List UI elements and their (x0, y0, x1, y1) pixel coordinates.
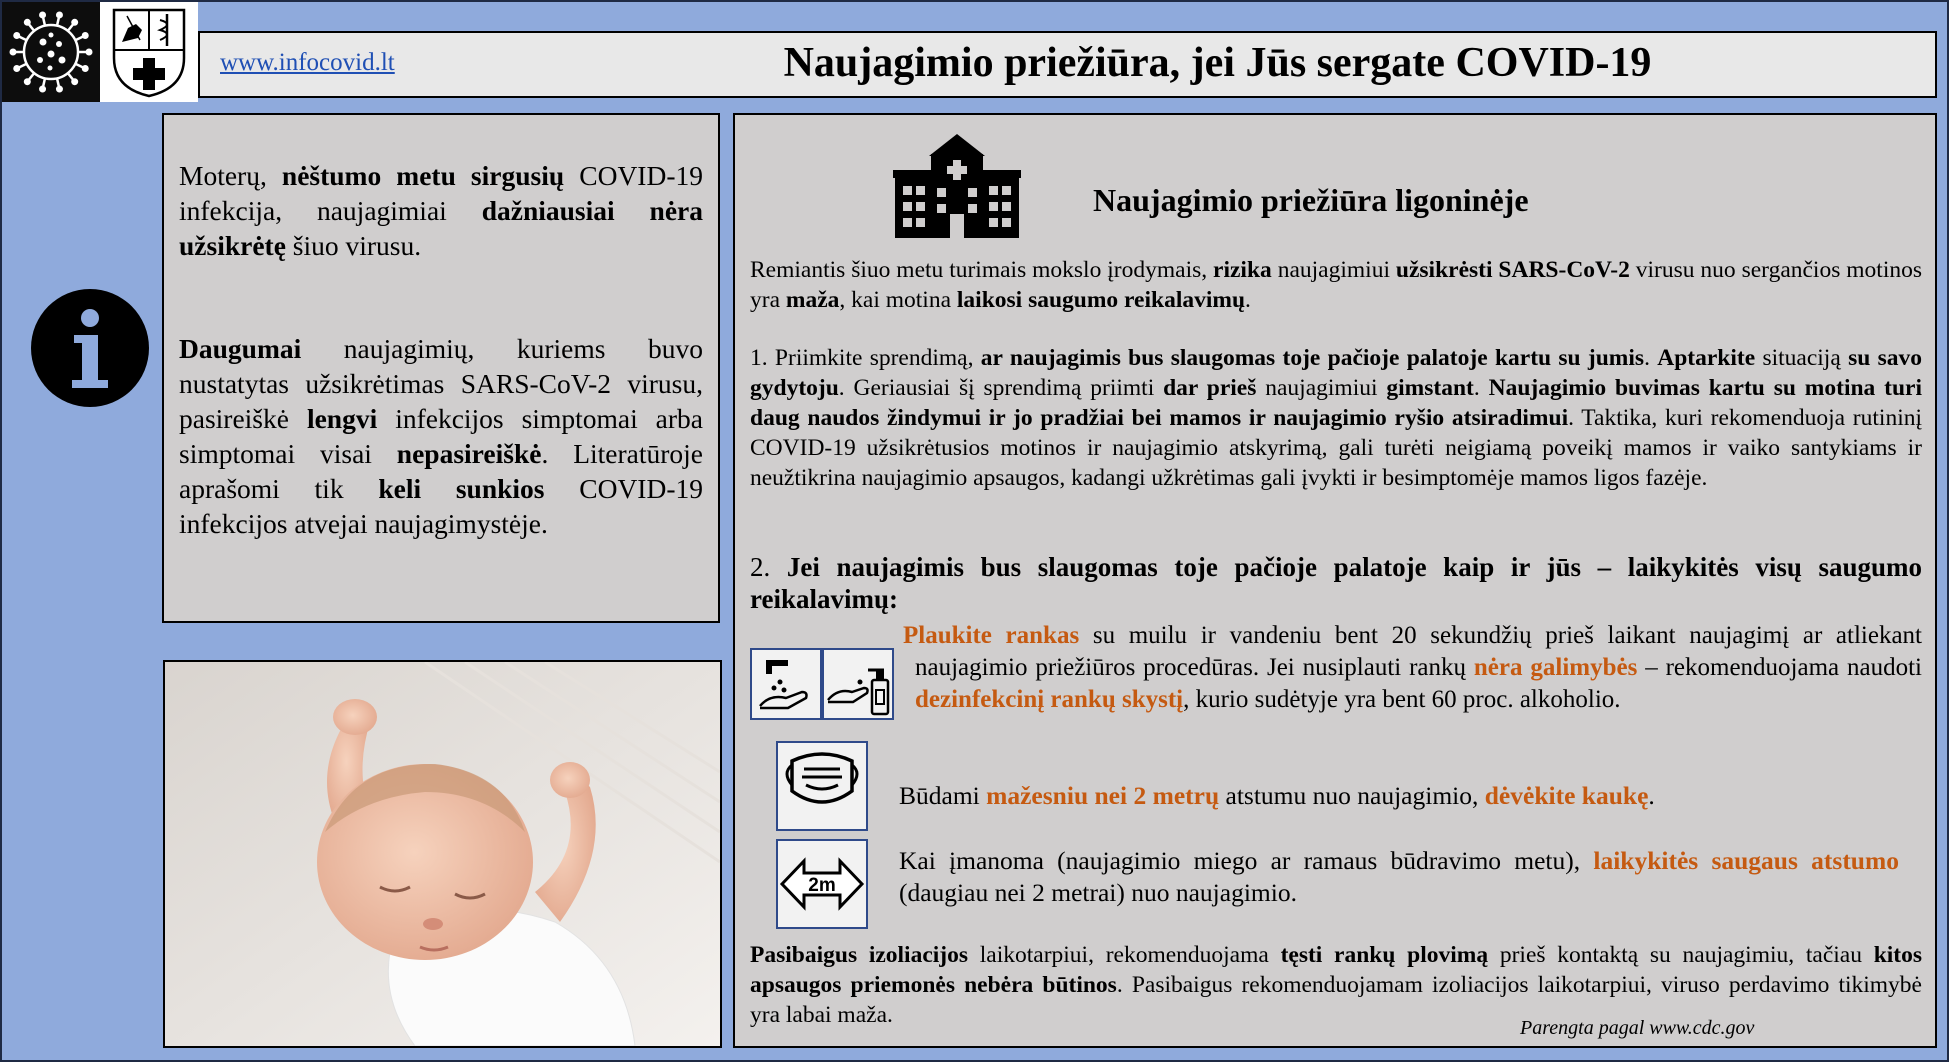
bold-text: gimstant (1386, 375, 1474, 401)
text-run: situaciją (1755, 345, 1849, 371)
highlighted-text: dėvėkite kaukę (1484, 781, 1649, 810)
mask-paragraph (899, 781, 1899, 811)
bold-text: lengvi (306, 403, 378, 434)
site-link[interactable]: www.infocovid.lt (220, 49, 395, 76)
text-run: naujagimiui (1271, 257, 1396, 283)
highlighted-text: nėra galimybės (1473, 654, 1638, 681)
text-run: . Geriausiai šį sprendimą priimti (838, 375, 1164, 401)
face-mask-icon (776, 741, 868, 831)
bold-text: Naujagimio buvimas kartu su motina turi daug naudos žindymui ir jo pradžiai bei mamos ir naujagimio ryšio atsiradimui (750, 375, 1923, 431)
text-run: laikotarpiui, rekomenduojama (968, 942, 1281, 968)
text-run: virusu nuo sergančios motinos yra (750, 257, 1922, 313)
info-icon (30, 288, 150, 408)
safety-requirements-heading (750, 551, 1922, 615)
baby-photo (163, 660, 722, 1048)
right-info-box (733, 113, 1937, 1048)
section-heading: Naujagimio priežiūra ligoninėje (1093, 182, 1529, 218)
left-paragraph-2 (179, 331, 703, 541)
text-run: naujagimių, kuriems buvo nustatytas užsikrėtimas SARS-CoV-2 virusu, pasireiškė (179, 333, 703, 434)
bold-text: Daugumai (179, 333, 302, 364)
bold-text: Jei naujagimis bus slaugomas toje pačioje palatoje kaip ir jūs – laikykitės visų saugumo reikalavimų: (750, 552, 1923, 614)
distance-paragraph (899, 845, 1899, 909)
text-run: , kurio sudėtyje yra bent 60 proc. alkoholio. (1183, 686, 1621, 713)
text-run: (daugiau nei 2 metrai) nuo naujagimio. (899, 878, 1297, 907)
hand-wash-paragraph (903, 620, 1922, 716)
highlighted-text: dezinfekcinį rankų skystį (915, 686, 1184, 713)
distance-2m-icon (776, 839, 868, 929)
text-run: . (1473, 375, 1489, 401)
highlighted-text: mažesniu nei 2 metrų (986, 781, 1220, 810)
text-run: 2. (750, 552, 787, 582)
text-run: Kai įmanoma (naujagimio miego ar ramaus būdravimo metu), (899, 846, 1594, 875)
highlighted-text: laikykitės saugaus atstumo (1593, 846, 1899, 875)
health-crest-icon (100, 2, 198, 102)
text-run: 1. Priimkite sprendimą, (750, 345, 981, 371)
text-run: infekcijos simptomai arba simptomai visai (179, 403, 703, 469)
bold-text: tęsti rankų plovimą (1280, 942, 1489, 968)
bold-text: nepasireiškė (396, 438, 542, 469)
text-run: . (1648, 781, 1655, 810)
bold-text: laikosi saugumo reikalavimų (956, 287, 1246, 313)
text-run: COVID-19 infekcija, naujagimiai (179, 160, 703, 226)
bold-text: su savo gydytoju (750, 345, 1922, 401)
text-run: . Taktika, kuri rekomenduoja rutininį COVID-19 užsikrėtusios motinos ir naujagimio atskyrimą, gali turėti neigiamą poveikį mamos ir vaiko santykiams ir neužtikrina naujagimio apsaugos, kadangi užkrėtimas gali įvykti ir besimptomėje mamos ligos fazėje. (750, 405, 1923, 491)
bold-text: keli sunkios (378, 473, 545, 504)
bold-text: dar prieš (1163, 375, 1257, 401)
bold-text: dažniausiai nėra užsikrėtę (179, 195, 704, 261)
left-paragraph-1 (179, 158, 703, 263)
source-note: Parengta pagal www.cdc.gov (1520, 1017, 1755, 1039)
text-run: COVID-19 infekcijos atvejai naujagimystėje. (179, 473, 703, 539)
left-info-box (162, 113, 720, 623)
text-run: . Pasibaigus rekomenduojamam izoliacijos laikotarpiui, viruso perdavimo tikimybė yra labai maža. (750, 972, 1922, 1028)
intro-paragraph (750, 255, 1922, 315)
bold-text: rizika (1213, 257, 1272, 283)
text-run: Moterų, (179, 160, 282, 191)
text-run: – rekomenduojama naudoti (1637, 654, 1922, 681)
text-run: . Literatūroje aprašomi tik (179, 438, 703, 504)
text-run: prieš kontaktą su naujagimiu, tačiau (1488, 942, 1874, 968)
hospital-icon (893, 132, 1021, 240)
bold-text: Aptarkite (1657, 345, 1756, 371)
text-run: su muilu ir vandeniu bent 20 sekundžių prieš laikant naujagimį ar atliekant naujagimio priežiūros procedūras. Jei nusiplauti rankų (915, 622, 1922, 681)
hand-sanitizer-icon (822, 648, 894, 720)
text-run: naujagimiui (1256, 375, 1387, 401)
text-run: . (1245, 287, 1251, 313)
text-run: . (1644, 345, 1658, 371)
virus-logo-icon (2, 2, 100, 102)
bold-text: Pasibaigus izoliacijos (750, 942, 969, 968)
header-bar (198, 31, 1937, 98)
text-run: Būdami (899, 781, 987, 810)
text-run: atstumu nuo naujagimio, (1219, 781, 1485, 810)
hand-wash-icon (750, 648, 822, 720)
text-run: Remiantis šiuo metu turimais mokslo įrodymais, (750, 257, 1214, 283)
bold-text: kitos apsaugos priemonės nebėra būtinos (750, 942, 1923, 998)
bold-text: maža (785, 287, 840, 313)
bold-text: ar naujagimis bus slaugomas toje pačioje palatoje kartu su jumis (980, 345, 1645, 371)
bold-text: nėštumo metu sirgusių (281, 160, 565, 191)
bold-text: užsikrėsti SARS-CoV-2 (1395, 257, 1630, 283)
decision-paragraph (750, 343, 1922, 493)
distance-label: 2m (808, 875, 836, 896)
highlighted-text: Plaukite rankas (903, 622, 1080, 649)
text-run: , kai motina (839, 287, 957, 313)
text-run: šiuo virusu. (285, 230, 422, 261)
page-title: Naujagimio priežiūra, jei Jūs sergate COVID-19 (783, 40, 1652, 86)
